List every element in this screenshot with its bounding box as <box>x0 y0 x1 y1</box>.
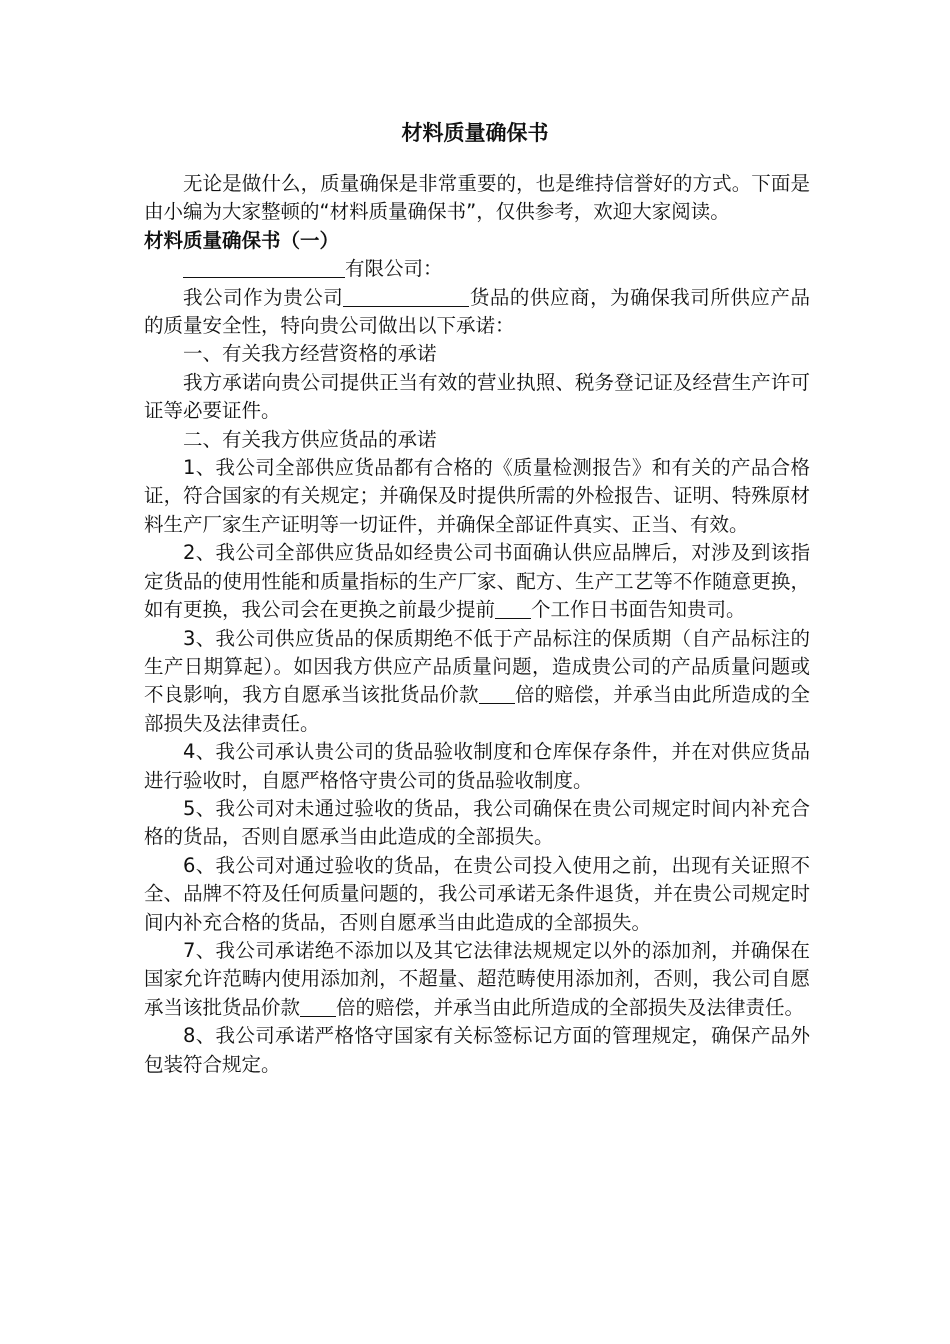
opening-text-b: 货品的供应商，为确保我司所供应产品的质量安全性，特向贵公司做出以下承诺： <box>144 285 810 338</box>
opening-paragraph <box>144 284 810 341</box>
document-title: 材料质量确保书 <box>401 121 549 145</box>
section-heading: 材料质量确保书（一） <box>144 228 340 252</box>
intro-paragraph: 无论是做什么，质量确保是非常重要的，也是维持信誉好的方式。下面是由小编为大家整顿的“材料质量确保书”，仅供参考，欢迎大家阅读。 <box>144 172 810 224</box>
commitment-item-5: 5、我公司对未通过验收的货品，我公司确保在贵公司规定时间内补充合格的货品，否则自愿承当由此造成的全部损失。 <box>144 796 810 849</box>
commitment-item-4: 4、我公司承认贵公司的货品验收制度和仓库保存条件，并在对供应货品进行验收时，自愿严格恪守贵公司的货品验收制度。 <box>144 740 810 792</box>
subheading-goods: 二、有关我方供应货品的承诺 <box>183 427 437 451</box>
item7-text-b: 倍的赔偿，并承当由此所造成的全部损失及法律责任。 <box>336 995 805 1019</box>
item2-text-b: 个工作日书面告知贵司。 <box>531 598 746 622</box>
item3-text-b: 倍的赔偿，并承当由此所造成的全部损失及法律责任。 <box>144 683 810 735</box>
item2-text-a: 2、我公司全部供应货品如经贵公司书面确认供应品牌后，对涉及到该指定货品的使用性能和质量指标的生产厂家、配方、生产工艺等不作随意更换，如有更换，我公司会在更换之前最少提前 <box>144 541 810 622</box>
addressee-line <box>144 255 810 283</box>
commitment-item-1: 1、我公司全部供应货品都有合格的《质量检测报告》和有关的产品合格证，符合国家的有关规定；并确保及时提供所需的外检报告、证明、特殊原材料生产厂家生产证明等一切证件，并确保全部证件真实、正当、有效。 <box>144 456 810 536</box>
additive-compensation-blank <box>300 996 336 1017</box>
commitment-item-3 <box>144 625 810 739</box>
addressee-suffix: 有限公司： <box>345 257 443 281</box>
commitment-item-2 <box>144 539 810 624</box>
goods-type-blank <box>343 286 469 307</box>
subheading-qualification: 一、有关我方经营资格的承诺 <box>183 342 437 366</box>
company-name-blank <box>183 258 345 279</box>
item7-text-a: 7、我公司承诺绝不添加以及其它法律法规规定以外的添加剂，并确保在国家允许范畴内使用添加剂，不超量、超范畴使用添加剂，否则，我公司自愿承当该批货品价款 <box>144 938 810 1019</box>
compensation-multiple-blank <box>479 684 515 705</box>
document-body <box>144 170 810 1079</box>
workdays-blank <box>495 599 531 620</box>
commitment-item-7 <box>144 937 810 1022</box>
commitment-item-8: 8、我公司承诺严格恪守国家有关标签标记方面的管理规定，确保产品外包装符合规定。 <box>144 1024 810 1076</box>
commitment-item-6: 6、我公司对通过验收的货品，在贵公司投入使用之前，出现有关证照不全、品牌不符及任何质量问题的，我公司承诺无条件退货，并在贵公司规定时间内补充合格的货品，否则自愿承当由此造成的全部损失。 <box>144 853 810 934</box>
qualification-paragraph: 我方承诺向贵公司提供正当有效的营业执照、税务登记证及经营生产许可证等必要证件。 <box>144 370 810 423</box>
opening-text-a: 我公司作为贵公司 <box>183 285 344 309</box>
item3-text-a: 3、我公司供应货品的保质期绝不低于产品标注的保质期（自产品标注的生产日期算起）。如因我方供应产品质量问题，造成贵公司的产品质量问题或不良影响，我方自愿承当该批货品价款 <box>144 626 810 707</box>
